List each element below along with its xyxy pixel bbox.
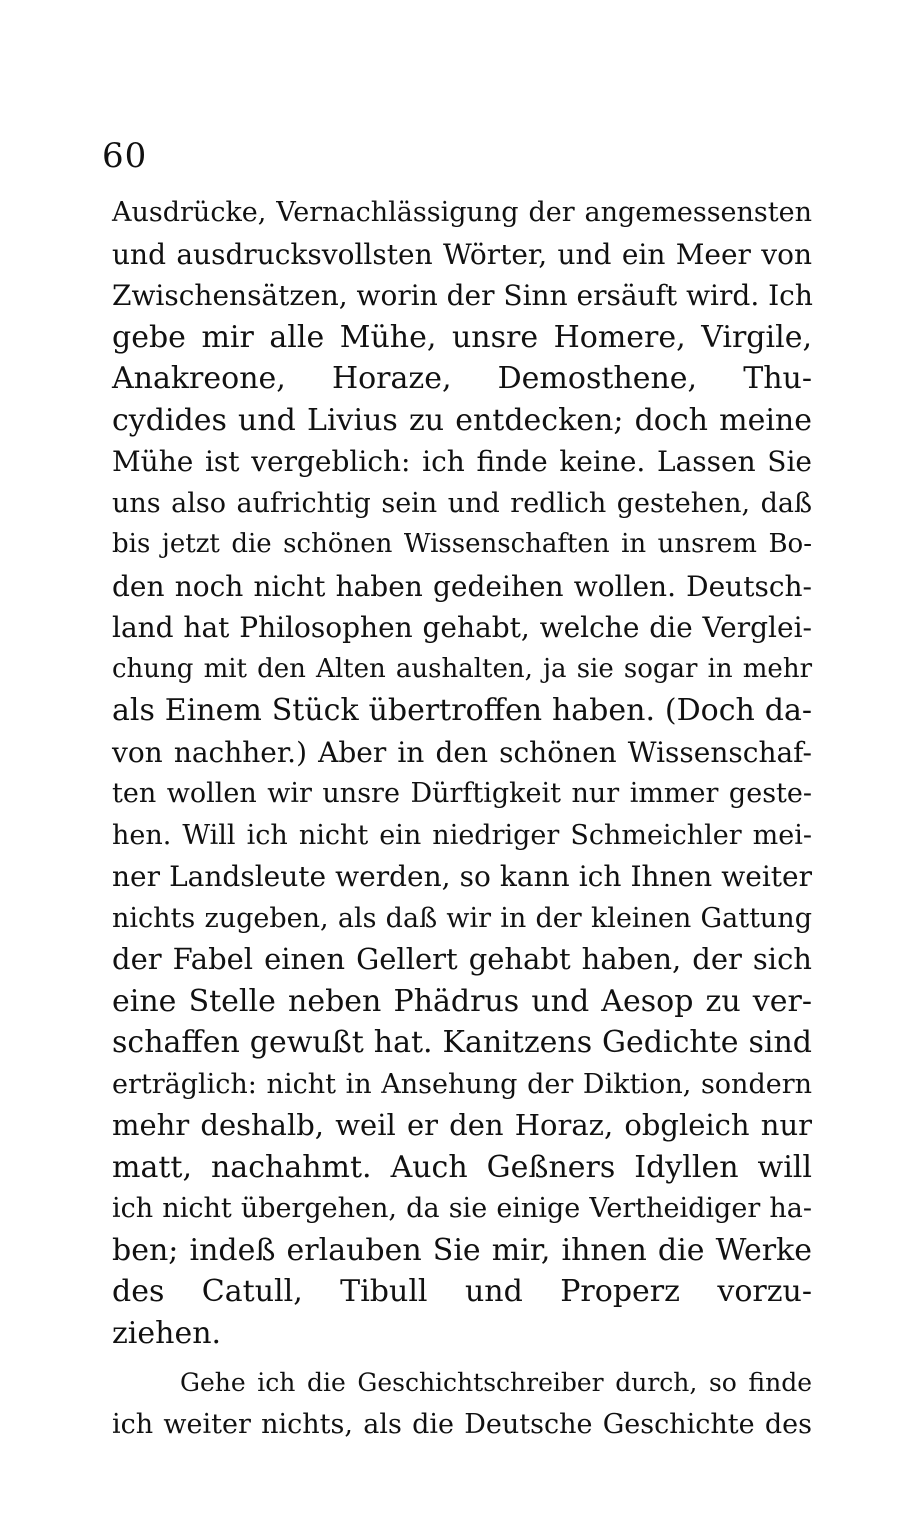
text-line: erträglich: nicht in Ansehung der Diktion, sondern: [112, 1068, 812, 1100]
text-line: ich nicht übergehen, da sie einige Vertheidiger ha-: [112, 1193, 812, 1224]
text-line: bis jetzt die schönen Wissenschaften in unsrem Bo-: [112, 529, 812, 559]
body-text: [112, 192, 812, 1445]
text-line: uns also aufrichtig sein und redlich gestehen, daß: [112, 487, 812, 519]
text-line: matt, nachahmt. Auch Geßners Idyllen will: [112, 1149, 812, 1185]
text-line: cydides und Livius zu entdecken; doch meine: [112, 402, 812, 438]
text-line: des Catull, Tibull und Properz vorzu-: [112, 1274, 812, 1309]
page-number: 60: [102, 136, 148, 176]
text-line: Ausdrücke, Vernachlässigung der angemessensten: [112, 197, 812, 228]
text-line: ben; indeß erlauben Sie mir, ihnen die Werke: [112, 1232, 812, 1268]
text-line: Zwischensätzen, worin der Sinn ersäuft wird. Ich: [112, 279, 813, 312]
text-line: nichts zugeben, als daß wir in der kleinen Gattung: [112, 902, 812, 934]
text-line: gebe mir alle Mühe, unsre Homere, Virgile,: [112, 319, 812, 355]
text-line: schaffen gewußt hat. Kanitzens Gedichte sind: [112, 1025, 812, 1060]
text-line: der Fabel einen Gellert gehabt haben, der sich: [112, 942, 812, 976]
text-line: mehr deshalb, weil er den Horaz, obgleich nur: [112, 1108, 812, 1142]
text-line: von nachher.) Aber in den schönen Wissenschaf-: [112, 735, 812, 769]
text-line: Mühe ist vergeblich: ich finde keine. Lassen Sie: [112, 445, 812, 478]
text-line: hen. Will ich nicht ein niedriger Schmeichler mei-: [112, 819, 812, 851]
text-line: ziehen.: [112, 1315, 222, 1351]
text-line: ten wollen wir unsre Dürftigkeit nur immer geste-: [112, 778, 812, 809]
text-line: Anakreone, Horaze, Demosthene, Thu-: [112, 361, 812, 396]
paragraph-first-line: Gehe ich die Geschichtschreiber durch, so finde: [180, 1368, 812, 1397]
text-line: land hat Philosophen gehabt, welche die Verglei-: [112, 611, 812, 644]
text-line: chung mit den Alten aushalten, ja sie sogar in mehr: [112, 653, 812, 684]
text-line: und ausdrucksvollsten Wörter, und ein Meer von: [112, 237, 812, 271]
text-line: ner Landsleute werden, so kann ich Ihnen weiter: [112, 860, 812, 893]
text-line: ich weiter nichts, als die Deutsche Geschichte des: [112, 1408, 812, 1440]
text-line: den noch nicht haben gedeihen wollen. Deutsch-: [112, 569, 812, 603]
text-line: eine Stelle neben Phädrus und Aesop zu ver-: [112, 983, 812, 1019]
text-line: als Einem Stück übertroffen haben. (Doch da-: [112, 693, 812, 728]
